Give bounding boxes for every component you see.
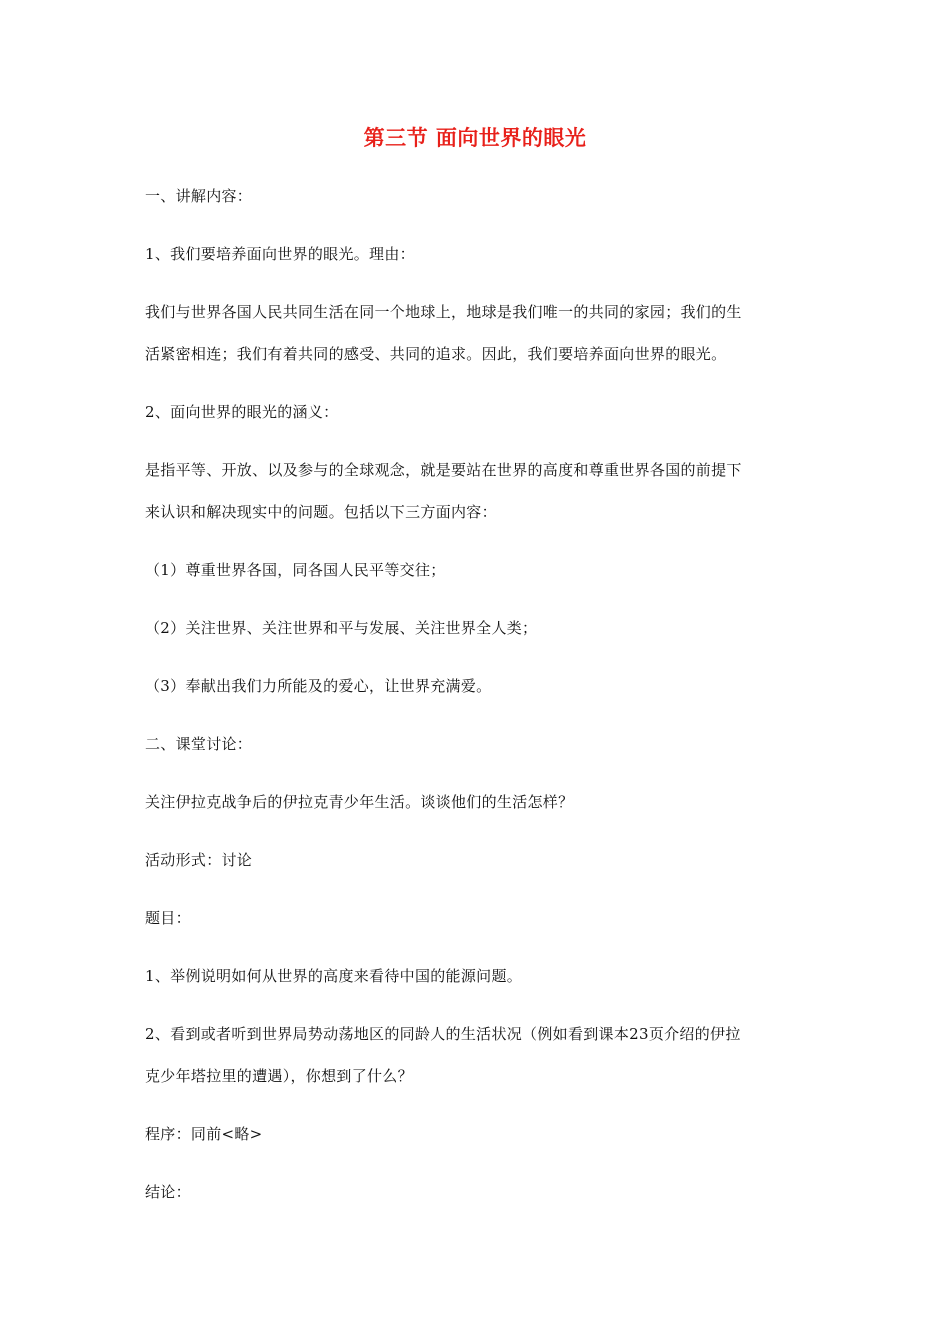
section-heading-explanation: 一、讲解内容： — [145, 187, 253, 205]
paragraph-meaning-line-2: 来认识和解决现实中的问题。包括以下三方面内容： — [145, 503, 497, 521]
conclusion: 结论： — [145, 1183, 191, 1201]
list-item-2: （2）关注世界、关注世界和平与发展、关注世界全人类； — [145, 619, 538, 637]
questions-heading: 题目： — [145, 909, 191, 927]
document-title: 第三节 面向世界的眼光 — [363, 126, 587, 150]
list-item-1: （1）尊重世界各国，同各国人民平等交往； — [145, 561, 446, 579]
discussion-topic: 关注伊拉克战争后的伊拉克青少年生活。谈谈他们的生活怎样？ — [145, 793, 574, 811]
section-heading-discussion: 二、课堂讨论： — [145, 735, 253, 753]
paragraph-meaning-line-1: 是指平等、开放、以及参与的全球观念，就是要站在世界的高度和尊重世界各国的前提下 — [145, 461, 742, 479]
paragraph-reason-line-2: 活紧密相连；我们有着共同的感受、共同的追求。因此，我们要培养面向世界的眼光。 — [145, 345, 727, 363]
activity-form: 活动形式：讨论 — [145, 851, 253, 869]
point-2-heading: 2、面向世界的眼光的涵义： — [145, 403, 339, 421]
question-2-line-2: 克少年塔拉里的遭遇），你想到了什么？ — [145, 1067, 413, 1085]
point-1-heading: 1、我们要培养面向世界的眼光。理由： — [145, 245, 415, 263]
question-2-line-1: 2、看到或者听到世界局势动荡地区的同龄人的生活状况（例如看到课本23页介绍的伊拉 — [145, 1025, 741, 1043]
paragraph-reason-line-1: 我们与世界各国人民共同生活在同一个地球上，地球是我们唯一的共同的家园；我们的生 — [145, 303, 742, 321]
list-item-3: （3）奉献出我们力所能及的爱心，让世界充满爱。 — [145, 677, 492, 695]
procedure: 程序：同前<略> — [145, 1125, 263, 1143]
question-1: 1、举例说明如何从世界的高度来看待中国的能源问题。 — [145, 967, 523, 985]
